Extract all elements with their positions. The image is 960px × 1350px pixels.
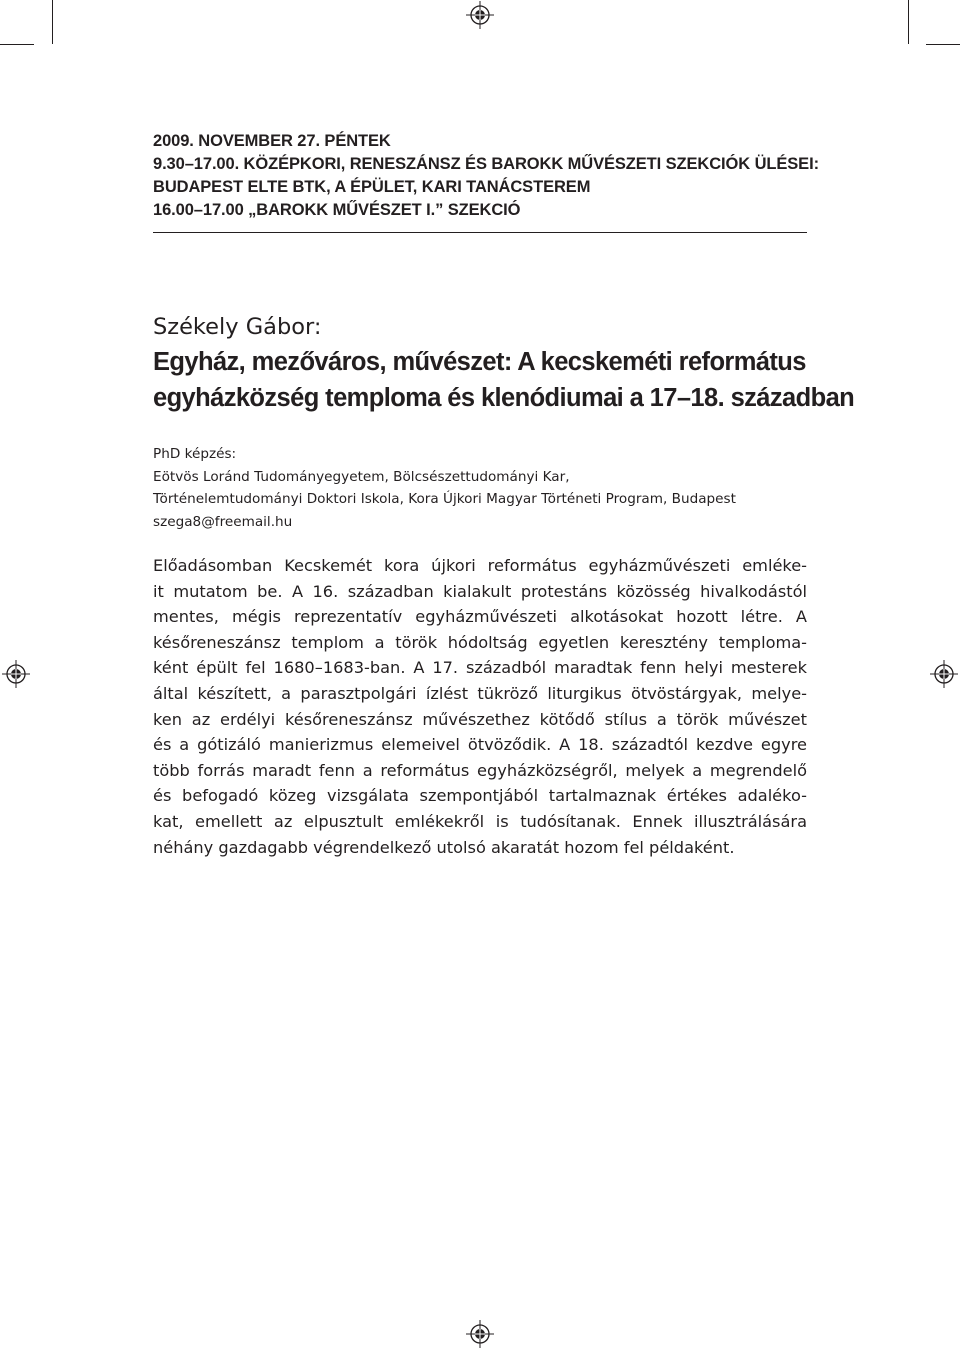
registration-mark-bottom-icon xyxy=(466,1320,494,1348)
paper-title-line-2: egyházközség temploma és klenódiumai a 17–18. században xyxy=(153,384,855,412)
abstract xyxy=(153,553,807,860)
crop-mark-top-left-horizontal xyxy=(0,44,34,45)
crop-mark-top-right xyxy=(908,0,909,44)
session-header xyxy=(153,130,819,222)
abstract-line: mentes, mégis reprezentatív egyházművészeti alkotásokat hozott létre. A xyxy=(153,607,807,627)
session-section-name: 16.00–17.00 „BAROKK MŰVÉSZET I.” SZEKCIÓ xyxy=(153,201,521,219)
author-name: Székely Gábor: xyxy=(153,314,322,340)
crop-mark-top-right-horizontal xyxy=(926,44,960,45)
author-email: szega8@freemail.hu xyxy=(153,513,293,530)
abstract-line: néhány gazdagabb végrendelkező utolsó akaratát hozom fel példaként. xyxy=(153,837,735,857)
abstract-line: kat, emellett az elpusztult emlékekről is tudósítanak. Ennek illusztrálására xyxy=(153,811,807,831)
author-affiliation xyxy=(153,443,813,533)
crop-mark-top-left xyxy=(52,0,53,44)
abstract-line: Előadásomban Kecskemét kora újkori református egyházművészeti emléke- xyxy=(153,556,807,575)
abstract-line: ken az erdélyi későreneszánsz művészethez kötődő stílus a török művészet xyxy=(153,709,807,729)
abstract-line: több forrás maradt fenn a református egyházközségről, melyek a megrendelő xyxy=(153,760,807,780)
session-venue: BUDAPEST ELTE BTK, A ÉPÜLET, KARI TANÁCSTEREM xyxy=(153,178,591,196)
abstract-line: és befogadó közeg vizsgálata szempontjából tartalmaznak értékes adaléko- xyxy=(153,786,807,806)
registration-mark-top-icon xyxy=(466,1,494,29)
affiliation-doctoral-school: Történelemtudományi Doktori Iskola, Kora Újkori Magyar Történeti Program, Budapest xyxy=(153,491,736,507)
abstract-line: és a gótizáló manierizmus elemeivel ötvöződik. A 18. századtól kezdve egyre xyxy=(153,735,807,755)
affiliation-university: Eötvös Loránd Tudományegyetem, Bölcsészettudományi Kar, xyxy=(153,468,570,485)
header-divider xyxy=(153,232,807,233)
registration-mark-right-icon xyxy=(930,660,958,688)
abstract-line: későreneszánsz templom a török hódoltság egyetlen keresztény temploma- xyxy=(153,632,807,652)
paper-title xyxy=(153,344,855,416)
abstract-line: it mutatom be. A 16. században kialakult protestáns közösség hivalkodástól xyxy=(153,581,807,601)
affiliation-label: PhD képzés: xyxy=(153,446,237,462)
session-time-and-sections: 9.30–17.00. KÖZÉPKORI, RENESZÁNSZ ÉS BAROKK MŰVÉSZETI SZEKCIÓK ÜLÉSEI: xyxy=(153,155,819,173)
abstract-line: által készített, a parasztpolgári ízlést tükröző liturgikus ötvöstárgyak, melye- xyxy=(153,683,807,703)
registration-mark-left-icon xyxy=(2,660,30,688)
session-date: 2009. NOVEMBER 27. PÉNTEK xyxy=(153,132,391,150)
paper-title-line-1: Egyház, mezőváros, művészet: A kecskeméti református xyxy=(153,348,806,376)
abstract-line: ként épült fel 1680–1683-ban. A 17. századból maradtak fenn helyi mesterek xyxy=(153,658,807,678)
